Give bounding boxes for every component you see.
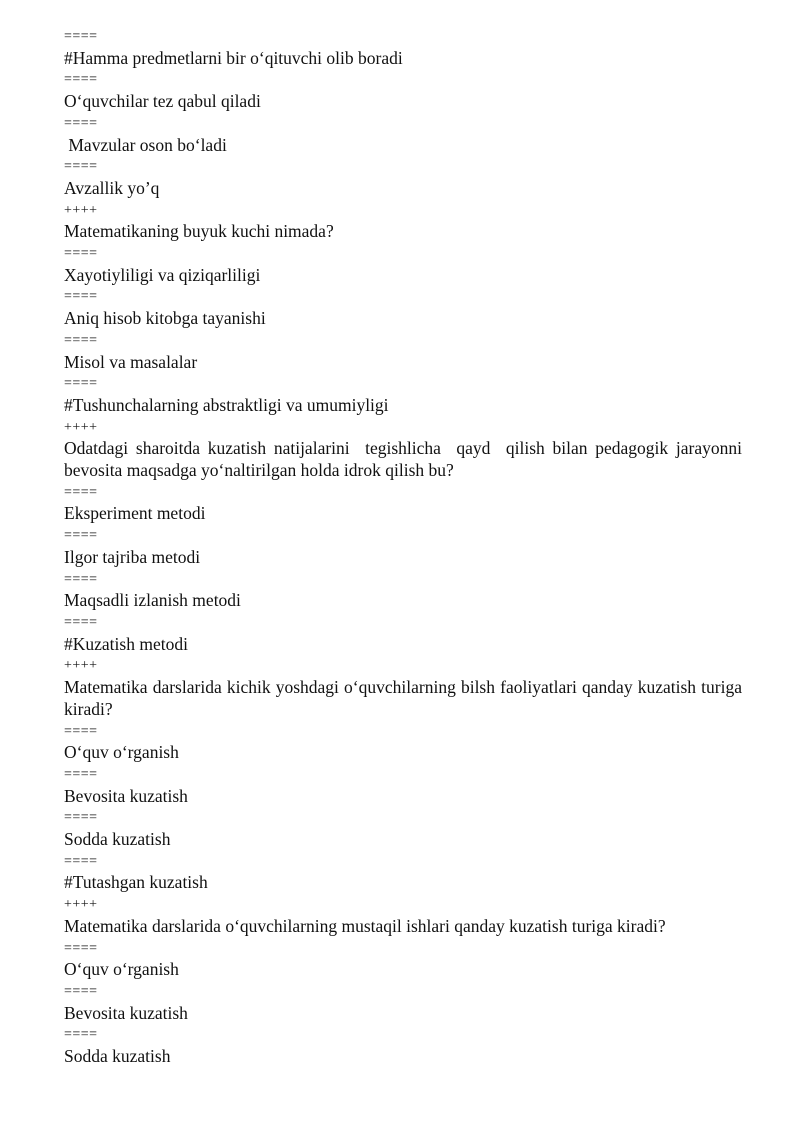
text-line: O‘quvchilar tez qabul qiladi <box>64 91 261 112</box>
answer-separator: ==== <box>64 766 98 782</box>
text-line: Eksperiment metodi <box>64 503 206 524</box>
answer-separator: ==== <box>64 332 98 348</box>
answer-separator: ==== <box>64 376 98 392</box>
correct-answer-line: #Hamma predmetlarni bir o‘qituvchi olib boradi <box>64 47 403 68</box>
answer-separator: ==== <box>64 289 98 305</box>
text-line: Matematika darslarida o‘quvchilarning mustaqil ishlari qanday kuzatish turiga kiradi? <box>64 915 666 936</box>
question-text: Odatdagi sharoitda kuzatish natijalarini tegishlicha qayd qilish bilan pedagogik jarayonni bevosita maqsadga yo‘naltirilgan holda idrok qilish bu? <box>64 438 747 481</box>
text-line: O‘quv o‘rganish <box>64 959 179 980</box>
question-separator: ++++ <box>64 658 98 674</box>
answer-separator: ==== <box>64 810 98 826</box>
answer-separator: ==== <box>64 115 98 131</box>
text-line: Matematikaning buyuk kuchi nimada? <box>64 221 334 242</box>
text-line: Bevosita kuzatish <box>64 1002 188 1023</box>
text-line: Bevosita kuzatish <box>64 785 188 806</box>
text-line: Ilgor tajriba metodi <box>64 546 201 567</box>
answer-separator: ==== <box>64 723 98 739</box>
question-separator: ++++ <box>64 202 98 218</box>
text-line: Misol va masalalar <box>64 351 198 372</box>
answer-separator: ==== <box>64 29 98 44</box>
text-line: Avzallik yo’q <box>64 177 160 198</box>
answer-separator: ==== <box>64 983 98 999</box>
question-separator: ++++ <box>64 419 98 435</box>
text-line: O‘quv o‘rganish <box>64 742 179 763</box>
answer-separator: ==== <box>64 853 98 869</box>
correct-answer-line: #Tutashgan kuzatish <box>64 872 208 893</box>
answer-separator: ==== <box>64 484 98 500</box>
text-line: Sodda kuzatish <box>64 829 171 850</box>
correct-answer-line: #Tushunchalarning abstraktligi va umumiyligi <box>64 394 389 415</box>
answer-separator: ==== <box>64 72 98 88</box>
answer-separator: ==== <box>64 614 98 630</box>
document-page <box>64 26 747 1068</box>
answer-separator: ==== <box>64 571 98 587</box>
answer-separator: ==== <box>64 246 98 262</box>
answer-separator: ==== <box>64 159 98 175</box>
correct-answer-line: #Kuzatish metodi <box>64 633 188 654</box>
text-line: Maqsadli izlanish metodi <box>64 590 241 611</box>
question-separator: ++++ <box>64 897 98 913</box>
text-line: Xayotiyliligi va qiziqarliligi <box>64 264 261 285</box>
text-line: Sodda kuzatish <box>64 1046 171 1067</box>
answer-separator: ==== <box>64 940 98 956</box>
answer-separator: ==== <box>64 1027 98 1043</box>
question-text: Matematika darslarida kichik yoshdagi o‘quvchilarning bilsh faoliyatlari qanday kuzatish turiga kiradi? <box>64 677 747 719</box>
text-line: Mavzular oson bo‘ladi <box>64 134 227 155</box>
answer-separator: ==== <box>64 528 98 544</box>
text-line: Aniq hisob kitobga tayanishi <box>64 308 266 329</box>
